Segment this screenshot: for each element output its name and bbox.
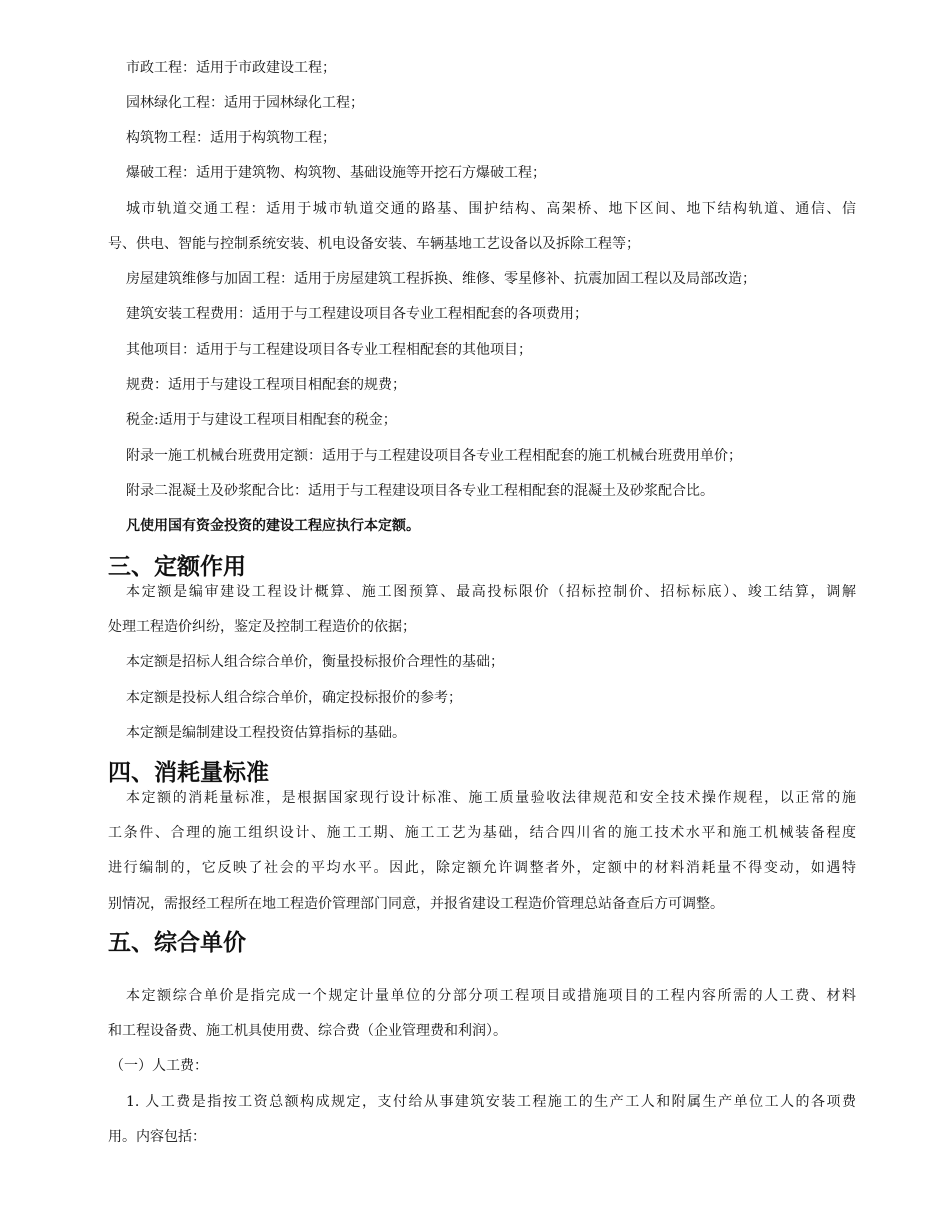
scope-item-fees: 规费：适用于与建设工程项目相配套的规费； [126,377,406,393]
scope-item-rail-transit: 城市轨道交通工程：适用于城市轨道交通的路基、围护结构、高架桥、地下区间、地下结构轨道、通信、信 [126,201,856,217]
scope-item-municipal: 市政工程：适用于市政建设工程； [126,60,336,76]
bold-note: 凡使用国有资金投资的建设工程应执行本定额。 [126,518,420,534]
section-3-line: 本定额是编审建设工程设计概算、施工图预算、最高投标限价（招标控制价、招标标底）、竣工结算，调解 [126,584,856,600]
section-3-line: 本定额是招标人组合综合单价，衡量投标报价合理性的基础； [126,654,504,670]
section-4-line: 工条件、合理的施工组织设计、施工工期、施工工艺为基础，结合四川省的施工技术水平和施工机械装备程度 [108,825,856,841]
scope-item-tax: 税金:适用于与建设工程项目相配套的税金； [126,412,397,428]
section-5-line: 和工程设备费、施工机具使用费、综合费（企业管理费和利润）。 [108,1023,507,1039]
scope-item-landscape: 园林绿化工程：适用于园林绿化工程； [126,95,364,111]
scope-item-appendix-2: 附录二混凝土及砂浆配合比：适用于与工程建设项目各专业工程相配套的混凝土及砂浆配合比。 [126,483,714,499]
section-3-line: 本定额是投标人组合综合单价，确定投标报价的参考； [126,690,462,706]
section-5-line: 1. 人工费是指按工资总额构成规定，支付给从事建筑安装工程施工的生产工人和附属生产单位工人的各项费 [126,1094,856,1110]
section-4-line: 本定额的消耗量标准，是根据国家现行设计标准、施工质量验收法律规范和安全技术操作规程，以正常的施 [126,790,856,806]
section-3-heading: 三、定额作用 [108,554,246,580]
section-5-subheading: （一）人工费： [110,1058,208,1074]
section-5-line: 用。内容包括： [108,1129,206,1145]
section-4-heading: 四、消耗量标准 [108,760,269,786]
section-4-line: 进行编制的，它反映了社会的平均水平。因此，除定额允许调整者外，定额中的材料消耗量不得变动，如遇特 [108,860,856,876]
scope-item-installation-fee: 建筑安装工程费用：适用于与工程建设项目各专业工程相配套的各项费用； [126,306,588,322]
scope-item-other: 其他项目：适用于与工程建设项目各专业工程相配套的其他项目； [126,342,532,358]
section-5-heading: 五、综合单价 [108,930,246,956]
scope-item-blasting: 爆破工程：适用于建筑物、构筑物、基础设施等开挖石方爆破工程； [126,165,546,181]
section-5-line: 本定额综合单价是指完成一个规定计量单位的分部分项工程项目或措施项目的工程内容所需的人工费、材料 [126,988,856,1004]
scope-item-structures: 构筑物工程：适用于构筑物工程； [126,130,336,146]
scope-item-appendix-1: 附录一施工机械台班费用定额：适用于与工程建设项目各专业工程相配套的施工机械台班费用单价； [126,448,742,464]
scope-item-rail-transit-cont: 号、供电、智能与控制系统安装、机电设备安装、车辆基地工艺设备以及拆除工程等； [108,236,640,252]
section-3-line: 处理工程造价纠纷，鉴定及控制工程造价的依据； [108,619,416,635]
section-3-line: 本定额是编制建设工程投资估算指标的基础。 [126,725,406,741]
section-4-line: 别情况，需报经工程所在地工程造价管理部门同意，并报省建设工程造价管理总站备查后方可调整。 [108,896,724,912]
scope-item-maintenance: 房屋建筑维修与加固工程：适用于房屋建筑工程拆换、维修、零星修补、抗震加固工程以及局部改造； [126,271,756,287]
